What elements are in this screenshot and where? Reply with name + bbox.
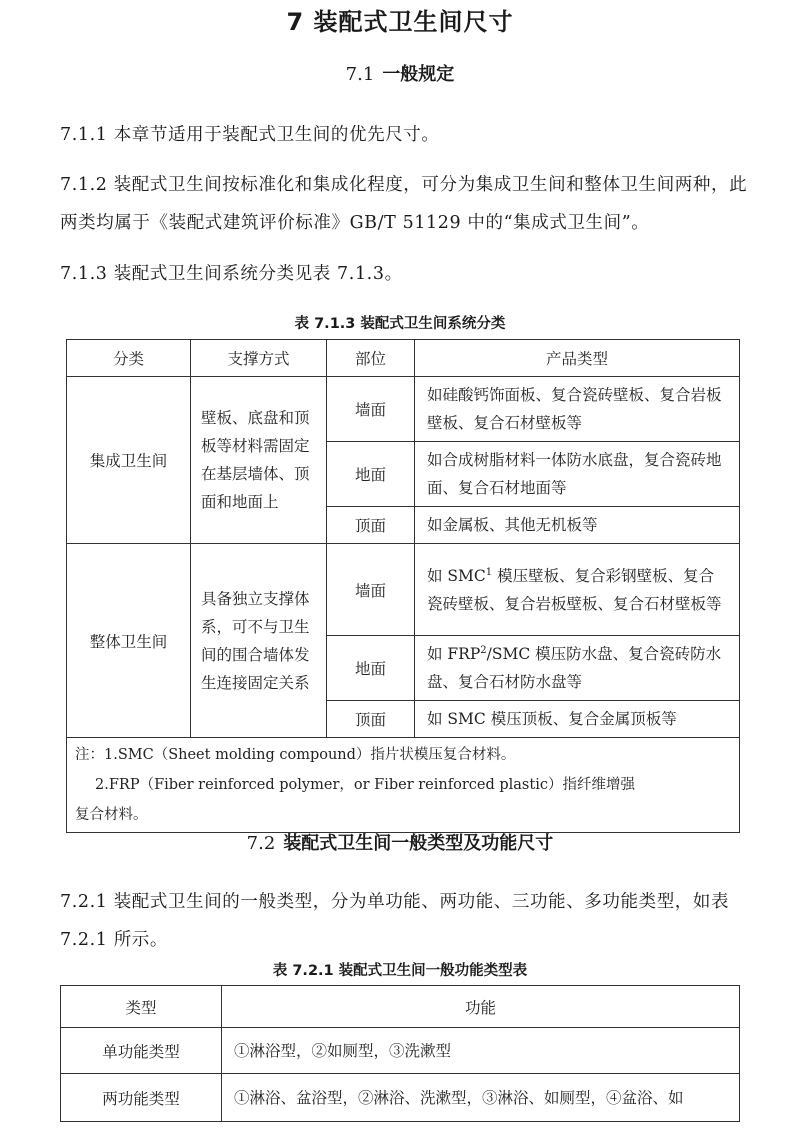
support-cell: 壁板、底盘和顶板等材料需固定在基层墙体、顶面和地面上 [191,377,327,544]
product-cell: 如合成树脂材料一体防水底盘，复合瓷砖地面、复合石材地面等 [415,442,740,507]
section-title: 装配式卫生间一般类型及功能尺寸 [283,833,554,854]
part-cell: 地面 [327,442,415,507]
note-line-3: 复合材料。 [75,807,148,823]
section-number: 7.2 [246,833,276,854]
part-cell: 顶面 [327,701,415,738]
clause-7-1-2: 7.1.2 装配式卫生间按标准化和集成化程度，可分为集成卫生间和整体卫生间两种，此两类均属于《装配式建筑评价标准》GB/T 51129 中的“集成式卫生间”。 [60,175,748,233]
table-row [61,1074,740,1122]
table-note-row [67,738,740,833]
footnote-mark: 2 [480,644,487,656]
footnote-mark: 1 [485,566,493,578]
product-cell: 如 SMC 模压顶板、复合金属顶板等 [415,701,740,738]
header-cell: 支撑方式 [191,340,327,377]
note-line-1: 注：1.SMC（Sheet molding compound）指片状模压复合材料。 [75,747,516,763]
header-cell: 功能 [222,986,740,1028]
table-caption-7-2-1: 表 7.2.1 装配式卫生间一般功能类型表 [272,963,528,979]
note-line-2: 2.FRP（Fiber reinforced polymer，or Fiber reinforced plastic）指纤维增强 [95,777,635,793]
part-cell: 地面 [327,636,415,701]
product-cell: 如金属板、其他无机板等 [415,507,740,544]
type-cell: 两功能类型 [61,1074,222,1122]
table-7-1-3 [66,339,740,833]
table-row [67,544,740,636]
support-cell: 具备独立支撑体系，可不与卫生间的围合墙体发生连接固定关系 [191,544,327,738]
table-caption-7-1-3: 表 7.1.3 装配式卫生间系统分类 [294,316,506,332]
function-cell: ①淋浴、盆浴型，②淋浴、洗漱型，③淋浴、如厕型，④盆浴、如 [222,1074,740,1122]
section-heading-7-2 [0,831,800,857]
part-cell: 墙面 [327,377,415,442]
section-heading-7-1 [0,62,800,88]
part-cell: 顶面 [327,507,415,544]
table-row [61,1028,740,1074]
section-number: 7.1 [345,64,375,85]
type-cell: 单功能类型 [61,1028,222,1074]
table-row [67,377,740,442]
part-cell: 墙面 [327,544,415,636]
section-title: 一般规定 [382,64,455,85]
table-7-2-1 [60,985,740,1122]
clause-7-1-1: 7.1.1 本章节适用于装配式卫生间的优先尺寸。 [60,125,440,145]
category-cell: 整体卫生间 [67,544,191,738]
function-cell: ①淋浴型，②如厕型，③洗漱型 [222,1028,740,1074]
header-cell: 分类 [67,340,191,377]
table-header-row [67,340,740,377]
header-cell: 类型 [61,986,222,1028]
header-cell: 部位 [327,340,415,377]
table-note [67,738,740,833]
clause-7-1-3: 7.1.3 装配式卫生间系统分类见表 7.1.3。 [60,264,403,284]
product-cell: 如 SMC$^1$ 模压壁板、复合彩钢壁板、复合瓷砖壁板、复合岩板壁板、复合石材壁板等 [415,544,740,636]
clause-7-2-1: 7.2.1 装配式卫生间的一般类型，分为单功能、两功能、三功能、多功能类型，如表 7.2.1 所示。 [60,892,730,950]
chapter-title: 7 装配式卫生间尺寸 [286,8,514,36]
table-header-row [61,986,740,1028]
product-cell: 如 FRP$^2$/SMC 模压防水盘、复合瓷砖防水盘、复合石材防水盘等 [415,636,740,701]
product-cell: 如硅酸钙饰面板、复合瓷砖壁板、复合岩板壁板、复合石材壁板等 [415,377,740,442]
header-cell: 产品类型 [415,340,740,377]
category-cell: 集成卫生间 [67,377,191,544]
